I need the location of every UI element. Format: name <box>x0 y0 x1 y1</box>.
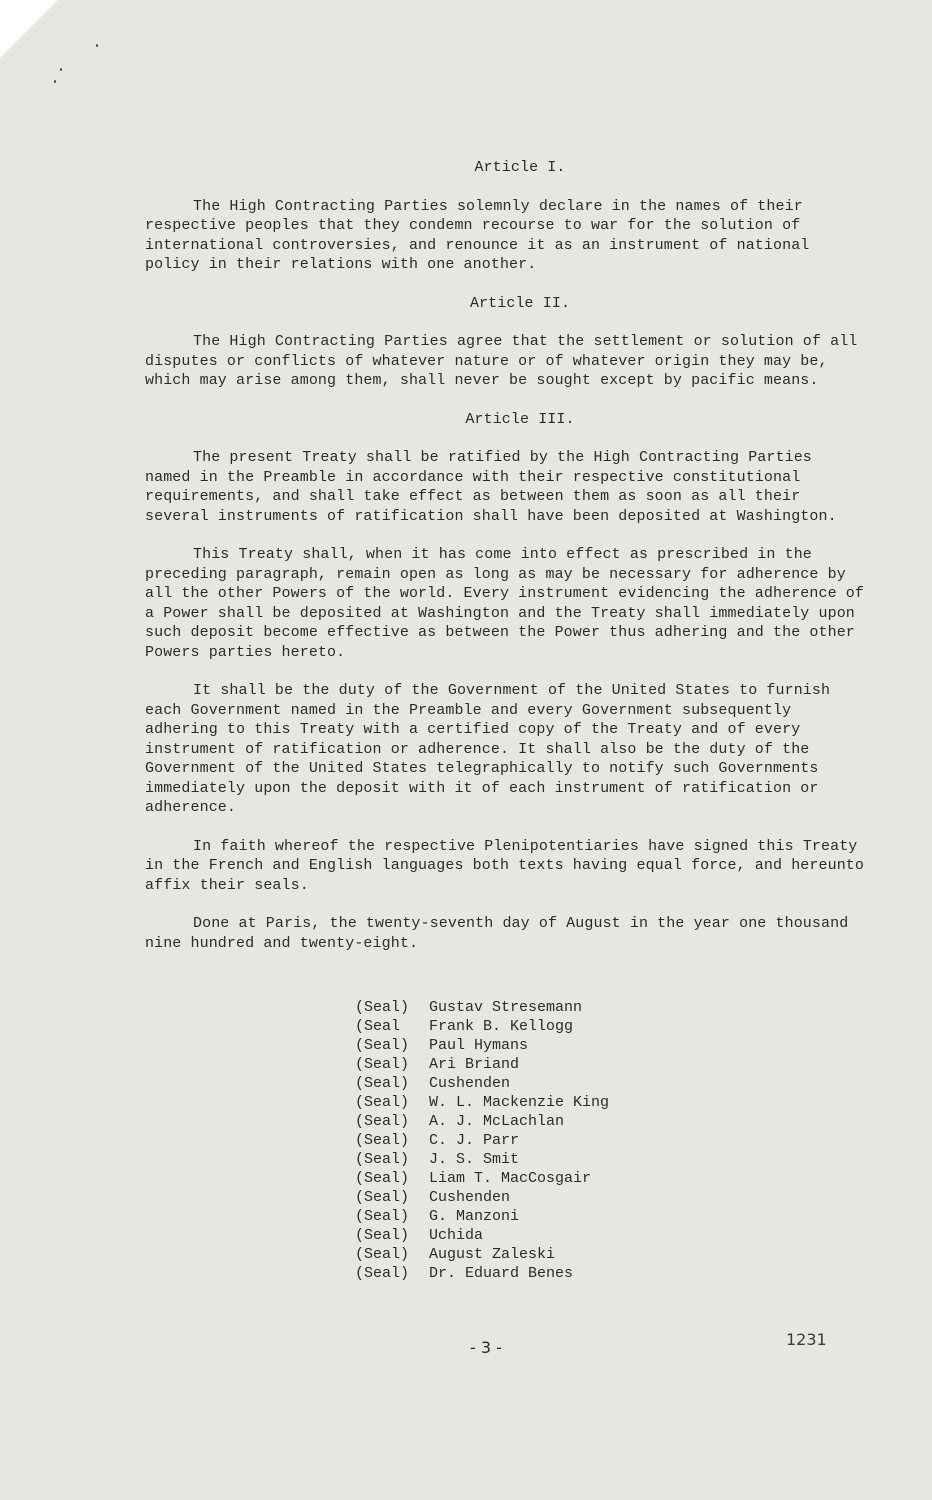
signatory-name: Gustav Stresemann <box>429 999 583 1016</box>
dating-paragraph: Done at Paris, the twenty-seventh day of August in the year one thousand nine hundred and twenty-eight. <box>145 915 849 952</box>
signatory-row <box>355 1226 609 1245</box>
seal-label: (Seal) <box>355 1246 410 1263</box>
folded-corner <box>0 0 58 58</box>
signatory-name: Paul Hymans <box>429 1037 529 1054</box>
signatory-name: Cushenden <box>429 1075 511 1092</box>
signatory-name: A. J. McLachlan <box>429 1113 565 1130</box>
signatory-row <box>355 1264 609 1283</box>
signatory-name: Dr. Eduard Benes <box>429 1265 574 1282</box>
signatory-name: Cushenden <box>429 1189 511 1206</box>
article-heading: Article I. <box>474 159 566 176</box>
article-paragraph: This Treaty shall, when it has come into effect as prescribed in the preceding paragraph, remain open as long as may be necessary for adherence by all the other Powers of the world. Every instrument evidencing the adherence of a Power shall be deposited at Washington and the Treaty shall immediately upon such deposit become effective as between the Power thus adhering and the other Powers parties hereto. <box>145 546 865 661</box>
seal-label: (Seal) <box>355 1094 410 1111</box>
signatory-row <box>355 1036 609 1055</box>
signatory-row <box>355 1150 609 1169</box>
seal-label: (Seal) <box>355 1056 410 1073</box>
seal-label: (Seal) <box>355 1227 410 1244</box>
page-number: - 3 - <box>470 1338 502 1357</box>
signatory-name: August Zaleski <box>429 1246 556 1263</box>
signatory-name: Ari Briand <box>429 1056 520 1073</box>
signatory-row <box>355 998 609 1017</box>
seal-label: (Seal) <box>355 1170 410 1187</box>
seal-label: (Seal) <box>355 1151 410 1168</box>
seal-label: (Seal) <box>355 1265 410 1282</box>
signatory-name: W. L. Mackenzie King <box>429 1094 610 1111</box>
signatory-row <box>355 1207 609 1226</box>
signatory-name: G. Manzoni <box>429 1208 520 1225</box>
seal-label: (Seal) <box>355 999 410 1016</box>
signatory-list <box>355 998 609 1283</box>
article-heading: Article II. <box>469 294 571 312</box>
seal-label: (Seal) <box>355 1208 410 1225</box>
signatory-row <box>355 1055 609 1074</box>
document-number: 1231 <box>786 1330 827 1349</box>
paper-speck <box>60 68 62 71</box>
signatory-row <box>355 1131 609 1150</box>
seal-label: (Seal) <box>355 1132 410 1149</box>
signatory-row <box>355 1093 609 1112</box>
article-paragraph: It shall be the duty of the Government of the United States to furnish each Government named in the Preamble and every Government subsequently adhering to this Treaty with a certified copy of the Treaty and of every instrument of ratification or adherence. It shall also be the duty of the Government of the United States telegraphically to notify such Governments immediately upon the deposit with it of each instrument of ratification or adherence. <box>145 682 831 816</box>
signatory-row <box>355 1169 609 1188</box>
closing-paragraph: In faith whereof the respective Plenipotentiaries have signed this Treaty in the French and English languages both texts having equal force, and hereunto affix their seals. <box>145 837 865 894</box>
seal-label: (Seal) <box>355 1189 410 1206</box>
article-paragraph: The High Contracting Parties solemnly declare in the names of their respective peoples that they condemn recourse to war for the solution of international controversies, and renounce it as an instrument of national policy in their relations with one another. <box>145 197 810 273</box>
paper-speck <box>96 44 98 47</box>
seal-label: (Seal) <box>355 1037 410 1054</box>
article-paragraph: The High Contracting Parties agree that the settlement or solution of all disputes or conflicts of whatever nature or of whatever origin they may be, which may arise among them, shall never be sought except by pacific means. <box>145 333 858 389</box>
signatory-name: Uchida <box>429 1227 484 1244</box>
signatory-name: C. J. Parr <box>429 1132 520 1149</box>
seal-label: (Seal <box>355 1018 401 1035</box>
signatory-row <box>355 1245 609 1264</box>
treaty-body <box>145 158 865 953</box>
seal-label: (Seal) <box>355 1113 410 1130</box>
seal-label: (Seal) <box>355 1075 410 1092</box>
signatory-name: J. S. Smit <box>429 1151 520 1168</box>
article-paragraph: The present Treaty shall be ratified by the High Contracting Parties named in the Preamble in accordance with their respective constitutional requirements, and shall take effect as between them as soon as all their several instruments of ratification shall have been deposited at Washington. <box>145 449 837 525</box>
signatory-row <box>355 1112 609 1131</box>
signatory-name: Frank B. Kellogg <box>429 1018 574 1035</box>
signatory-row <box>355 1188 609 1207</box>
signatory-name: Liam T. MacCosgair <box>429 1170 592 1187</box>
paper-speck <box>54 80 56 83</box>
signatory-row <box>355 1074 609 1093</box>
signatory-row <box>355 1017 609 1036</box>
article-heading: Article III. <box>465 410 575 428</box>
